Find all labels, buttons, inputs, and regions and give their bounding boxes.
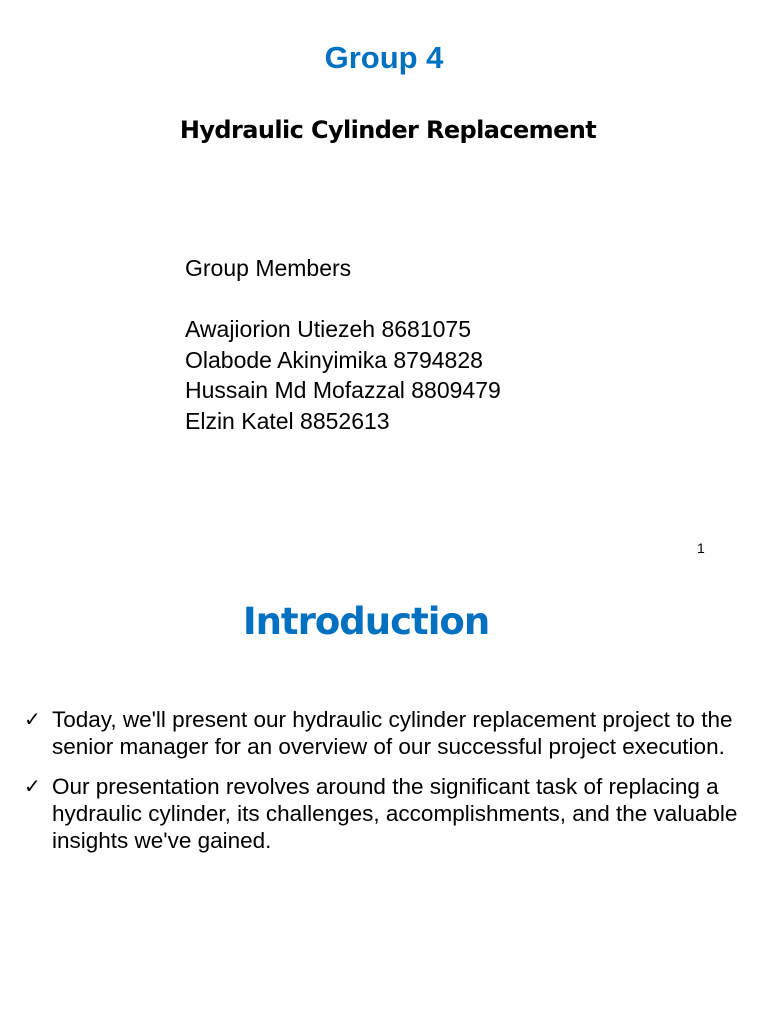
bullet-text: Our presentation revolves around the significant task of replacing a hydraulic cylinder, its challenges, accomplishments, and the valuable insights we've gained. [52,774,738,853]
group-members-heading: Group Members [185,255,352,281]
project-title: Hydraulic Cylinder Replacement [179,116,597,144]
bullet-list [24,706,744,867]
group-members-list [185,253,501,436]
check-icon: ✓ [24,774,41,798]
bullet-text: Today, we'll present our hydraulic cylinder replacement project to the senior manager for an overview of our successful project execution. [52,707,733,759]
member-name: Elzin Katel 8852613 [185,407,390,434]
bullet-item [24,706,744,760]
member-name: Hussain Md Mofazzal 8809479 [185,377,501,403]
bullet-item [24,773,744,854]
introduction-slide [0,576,768,1024]
group-title: Group 4 [324,40,444,75]
member-name: Olabode Akinyimika 8794828 [185,346,483,373]
member-name: Awajiorion Utiezeh 8681075 [185,316,471,342]
introduction-title: Introduction [242,600,490,643]
check-icon: ✓ [24,707,41,731]
page-number: 1 [697,540,705,556]
